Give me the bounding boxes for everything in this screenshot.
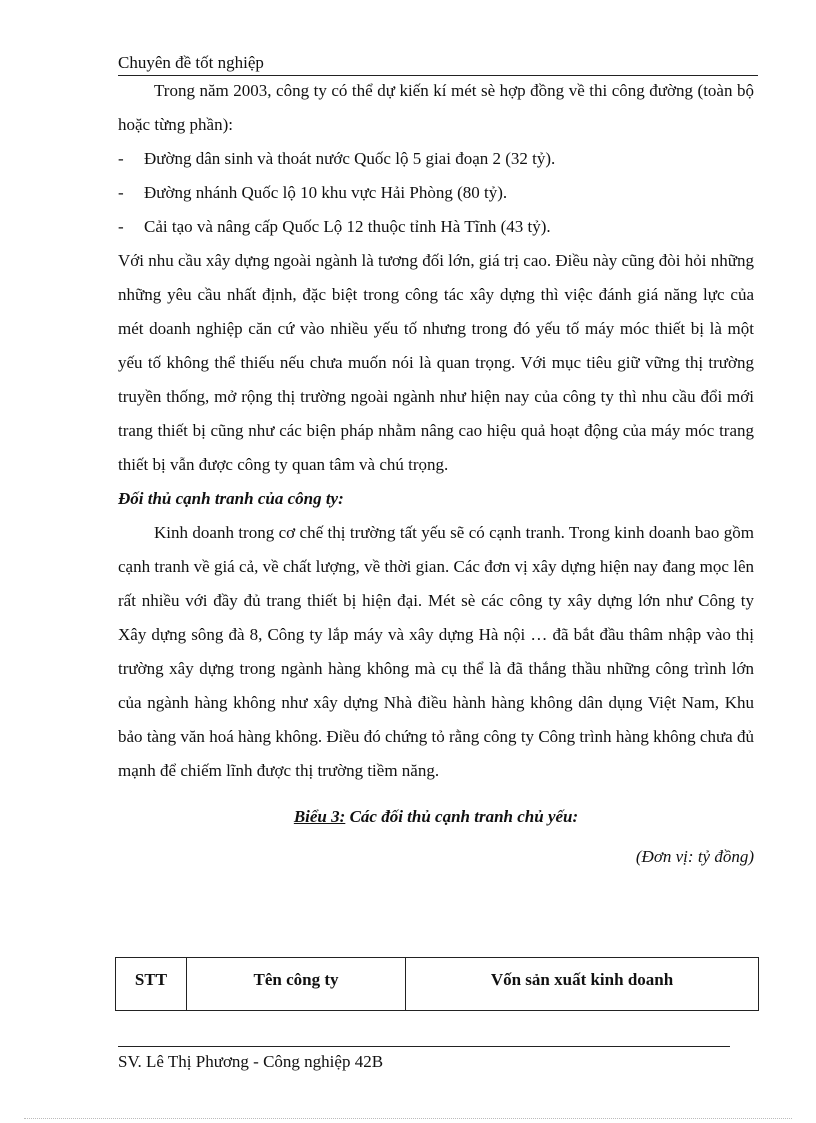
list-item-text: Cải tạo và nâng cấp Quốc Lộ 12 thuộc tỉnh Hà Tĩnh (43 tỷ).	[144, 217, 551, 236]
intro-paragraph: Trong năm 2003, công ty có thể dự kiến kí mét sè hợp đồng về thi công đường (toàn bộ hoặc từng phần):	[118, 81, 754, 134]
table-header-row	[116, 958, 759, 1011]
competitors-table	[115, 957, 759, 1011]
document-body	[118, 74, 754, 874]
table-caption-label: Biểu 3:	[293, 807, 346, 826]
unit-note: (Đơn vị: tỷ đồng)	[635, 847, 754, 866]
table-caption-text: Các đối thủ cạnh tranh chủ yếu:	[345, 807, 579, 826]
list-item	[118, 142, 754, 176]
list-item	[118, 176, 754, 210]
bullet-dash: -	[118, 183, 124, 202]
column-header-capital: Vốn sản xuất kinh doanh	[406, 958, 759, 1011]
list-item	[118, 210, 754, 244]
column-header-company: Tên công ty	[187, 958, 406, 1011]
page-header: Chuyên đề tốt nghiệp	[118, 53, 758, 76]
column-header-stt: STT	[116, 958, 187, 1011]
page-edge-divider	[24, 1118, 792, 1119]
footer-divider	[118, 1046, 730, 1047]
demand-paragraph: Với nhu cầu xây dựng ngoài ngành là tương đối lớn, giá trị cao. Điều này cũng đòi hỏi những những yêu cầu nhất định, đặc biệt trong công tác xây dựng thì việc đánh giá năng lực của mét doanh nghiệp căn cứ vào nhiều yếu tố nhưng trong đó yếu tố máy móc thiết bị là một yếu tố không thể thiếu nếu chưa muốn nói là quan trọng. Với mục tiêu giữ vững thị trường truyền thống, mở rộng thị trường ngoài ngành như hiện nay của công ty thì nhu cầu đổi mới trang thiết bị cũng như các biện pháp nhằm nâng cao hiệu quả hoạt động của máy móc trang thiết bị vẫn được công ty quan tâm và chú trọng.	[118, 251, 754, 474]
bullet-dash: -	[118, 149, 124, 168]
table-caption	[118, 800, 754, 834]
list-item-text: Đường dân sinh và thoát nước Quốc lộ 5 giai đoạn 2 (32 tỷ).	[144, 149, 556, 168]
competition-paragraph: Kinh doanh trong cơ chế thị trường tất yếu sẽ có cạnh tranh. Trong kinh doanh bao gồm cạnh tranh về giá cả, về chất lượng, về thời gian. Các đơn vị xây dựng hiện nay đang mọc lên rất nhiều với đầy đủ trang thiết bị hiện đại. Mét sè các công ty xây dựng lớn như Công ty Xây dựng sông đà 8, Công ty lắp máy và xây dựng Hà nội … đã bắt đầu thâm nhập vào thị trường xây dựng trong ngành hàng không mà cụ thể là đã thắng thầu những công trình lớn của ngành hàng không như xây dựng Nhà điều hành hàng không dân dụng Việt Nam, Khu bảo tàng văn hoá hàng không. Điều đó chứng tỏ rằng công ty Công trình hàng không chưa đủ mạnh để chiếm lĩnh được thị trường tiềm năng.	[118, 523, 754, 780]
section-heading: Đối thủ cạnh tranh của công ty:	[118, 489, 344, 508]
list-item-text: Đường nhánh Quốc lộ 10 khu vực Hải Phòng (80 tỷ).	[144, 183, 508, 202]
bullet-dash: -	[118, 217, 124, 236]
page-footer: SV. Lê Thị Phương - Công nghiệp 42B	[118, 1052, 384, 1071]
